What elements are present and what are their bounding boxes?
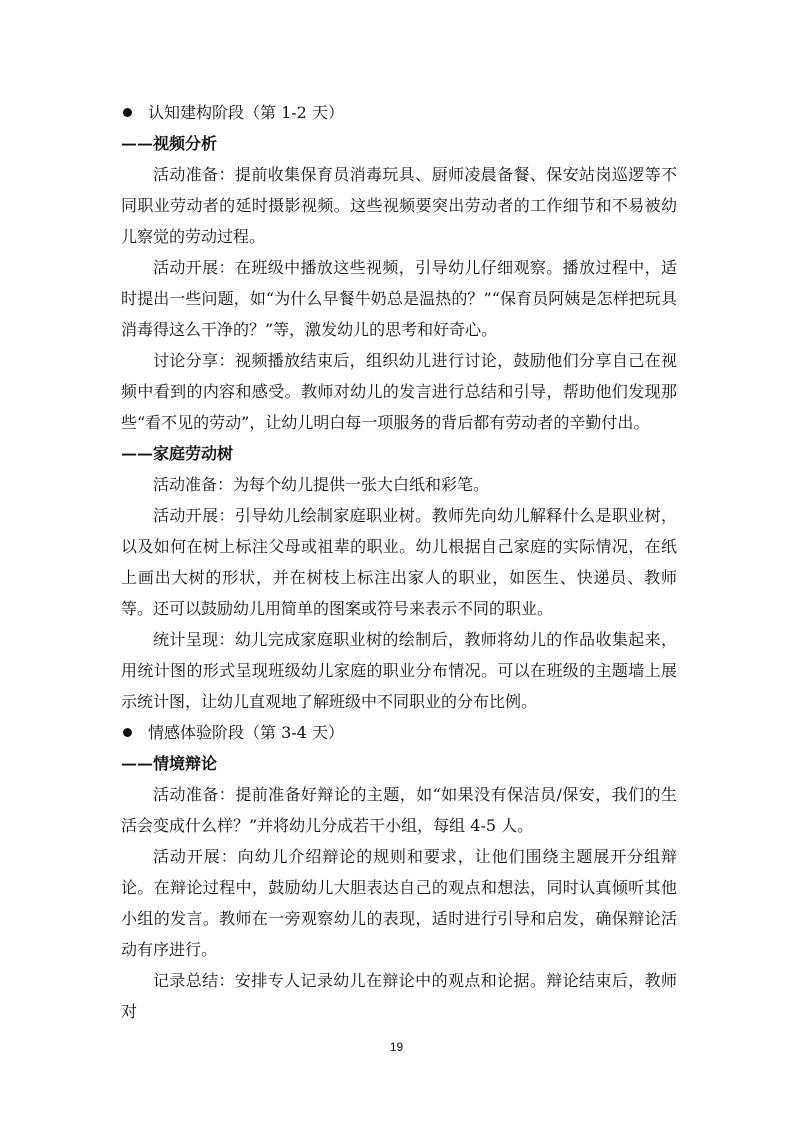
paragraph-activity: 活动开展：在班级中播放这些视频，引导幼儿仔细观察。播放过程中，适时提出一些问题，如“为什么早餐牛奶总是温热的？”“保育员阿姨是怎样把玩具消毒得这么干净的？”等，激发幼儿的思考和好奇心。 [121,258,677,339]
paragraph-activity: 活动开展：引导幼儿绘制家庭职业树。教师先向幼儿解释什么是职业树，以及如何在树上标注父母或祖辈的职业。幼儿根据自己家庭的实际情况，在纸上画出大树的形状，并在树枝上标注出家人的职业，如医生、快递员、教师等。还可以鼓励幼儿用简单的图案或符号来表示不同的职业。 [121,506,677,618]
paragraph-preparation: 活动准备：提前准备好辩论的主题，如“如果没有保洁员/保安，我们的生活会变成什么样？”并将幼儿分成若干小组，每组 4-5 人。 [121,785,677,835]
paragraph-summary: 记录总结：安排专人记录幼儿在辩论中的观点和论据。辩论结束后，教师对 [121,971,677,1021]
section-heading-text: 认知建构阶段（第 1-2 天） [148,103,344,122]
section-heading-cognitive [121,97,677,128]
paragraph-preparation: 活动准备：为每个幼儿提供一张大白纸和彩笔。 [153,475,490,494]
paragraph-preparation: 活动准备：提前收集保育员消毒玩具、厨师凌晨备餐、保安站岗巡逻等不同职业劳动者的延时摄影视频。这些视频要突出劳动者的工作细节和不易被幼儿察觉的劳动过程。 [121,165,677,246]
bullet-icon [123,108,132,117]
page-content [121,97,677,1027]
paragraph-discussion: 讨论分享：视频播放结束后，组织幼儿进行讨论，鼓励他们分享自己在视频中看到的内容和感受。教师对幼儿的发言进行总结和引导，帮助他们发现那些“看不见的劳动”，让幼儿明白每一项服务的背后都有劳动者的辛勤付出。 [121,351,677,432]
subsection-title-family-tree: ——家庭劳动树 [121,444,234,463]
paragraph-activity: 活动开展：向幼儿介绍辩论的规则和要求，让他们围绕主题展开分组辩论。在辩论过程中，鼓励幼儿大胆表达自己的观点和想法，同时认真倾听其他小组的发言。教师在一旁观察幼儿的表现，适时进行引导和启发，确保辩论活动有序进行。 [121,847,677,959]
section-heading-text: 情感体验阶段（第 3-4 天） [148,723,344,742]
subsection-title-video-analysis: ——视频分析 [121,134,218,153]
paragraph-statistics: 统计呈现：幼儿完成家庭职业树的绘制后，教师将幼儿的作品收集起来，用统计图的形式呈现班级幼儿家庭的职业分布情况。可以在班级的主题墙上展示统计图，让幼儿直观地了解班级中不同职业的分布比例。 [121,630,677,711]
bullet-icon [123,728,132,737]
page-number: 19 [389,1040,404,1054]
subsection-title-debate: ——情境辩论 [121,754,218,773]
section-heading-emotional [121,717,677,748]
